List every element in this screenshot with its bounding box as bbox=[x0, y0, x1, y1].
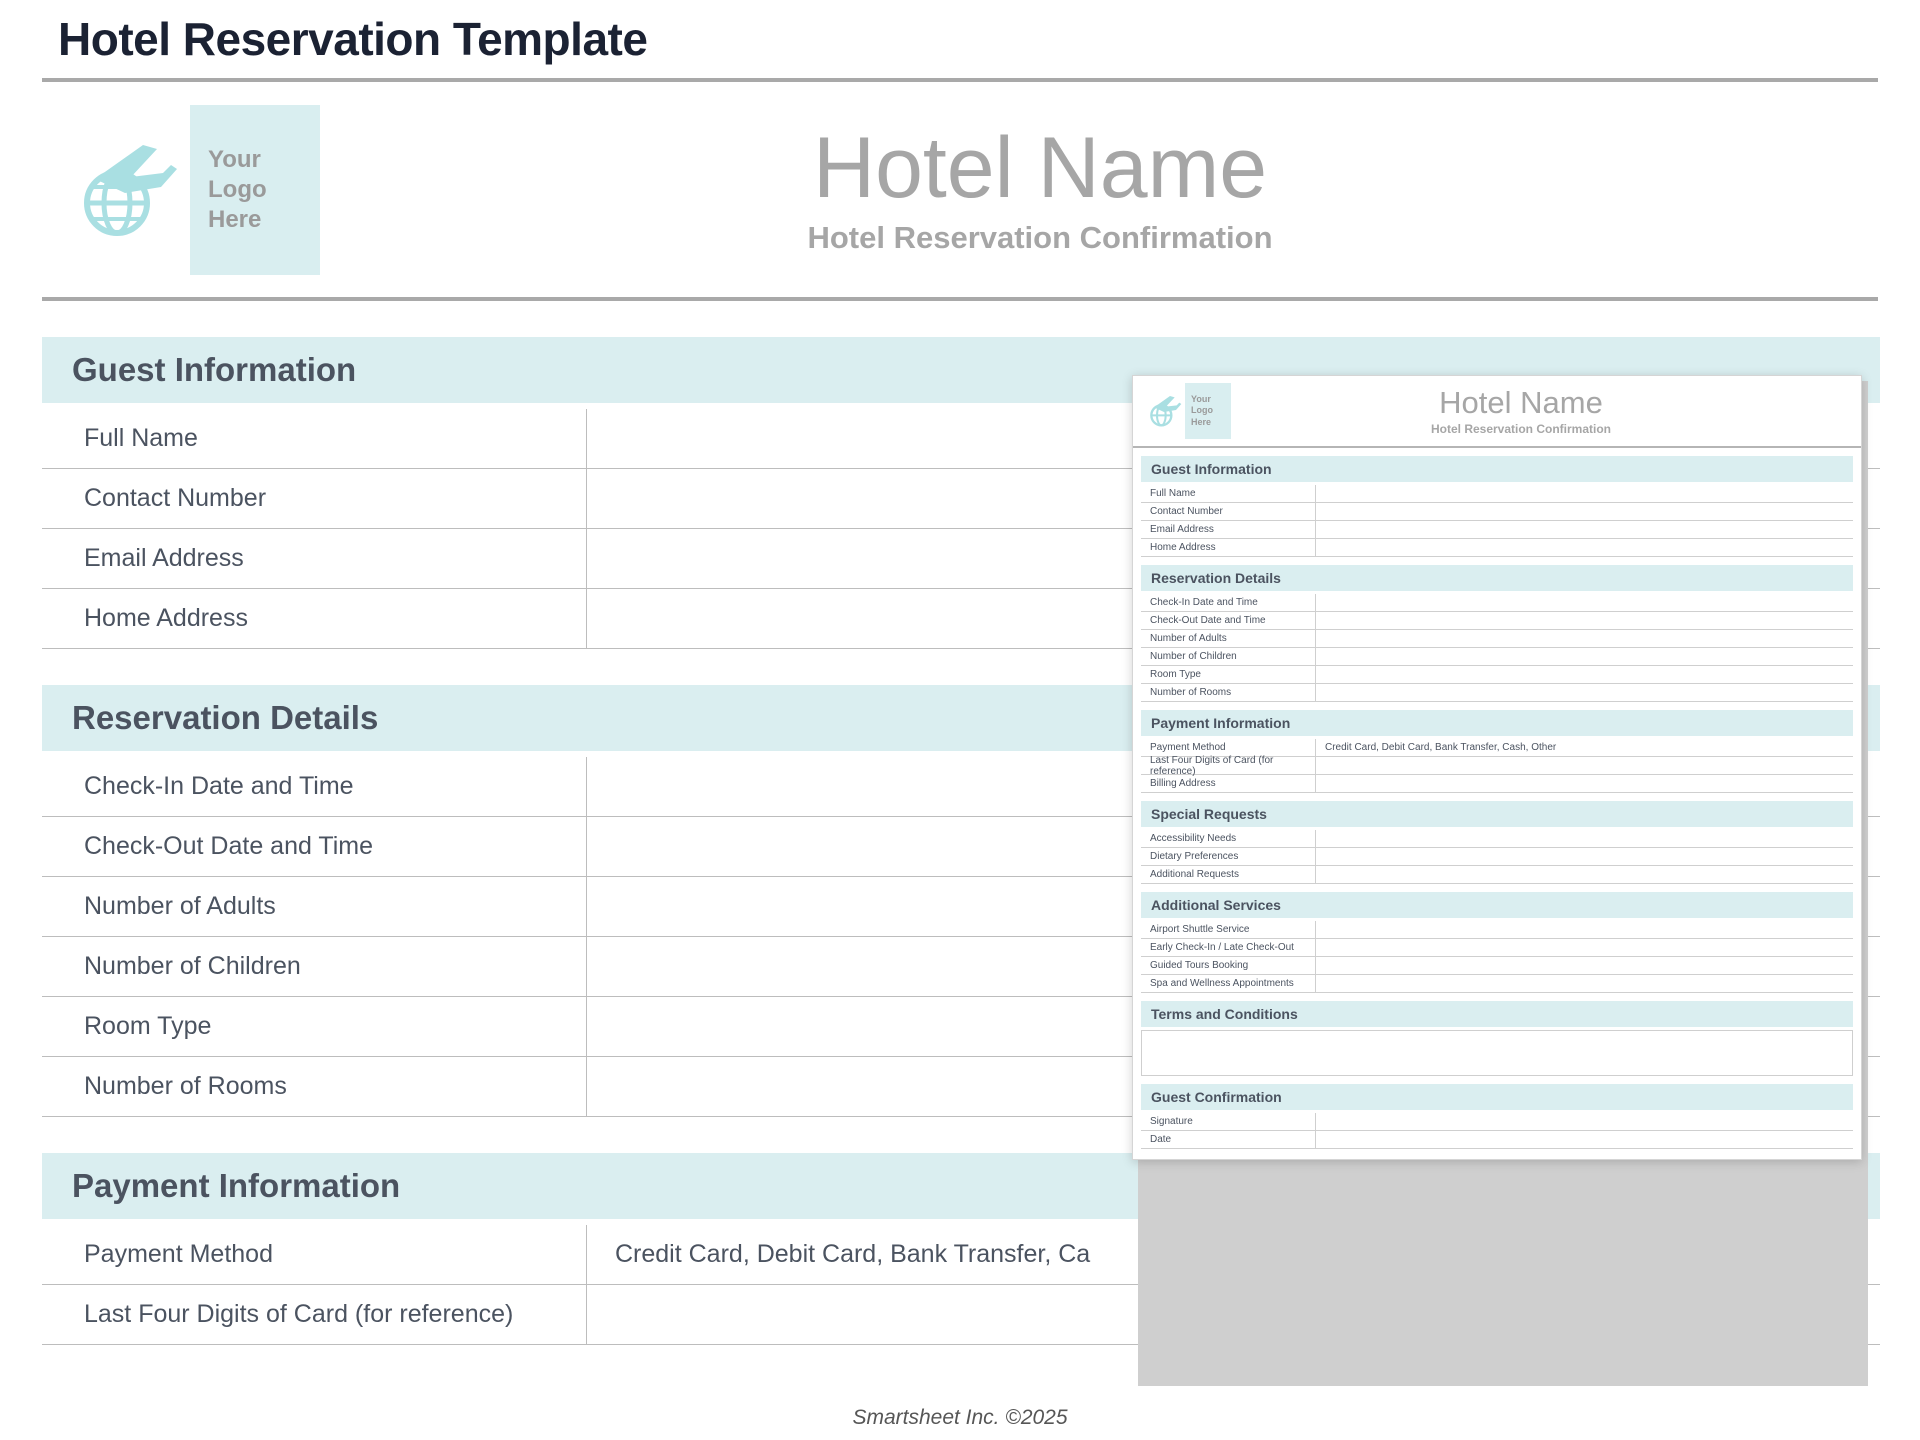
row-value[interactable] bbox=[1316, 1131, 1853, 1148]
row-value[interactable] bbox=[1316, 957, 1853, 974]
row-label: Number of Rooms bbox=[1141, 684, 1316, 701]
row-value[interactable]: Credit Card, Debit Card, Bank Transfer, Cash, Other bbox=[1325, 742, 1557, 753]
row-value[interactable] bbox=[1316, 612, 1853, 629]
globe-plane-icon bbox=[60, 130, 190, 250]
row-label: Airport Shuttle Service bbox=[1141, 921, 1316, 938]
table-row bbox=[1141, 521, 1853, 539]
table-row bbox=[1141, 921, 1853, 939]
preview-rows-payment-information bbox=[1133, 739, 1861, 793]
row-label: Email Address bbox=[1141, 521, 1316, 538]
table-row bbox=[1141, 594, 1853, 612]
preview-section-title: Guest Confirmation bbox=[1151, 1089, 1282, 1105]
row-label: Contact Number bbox=[42, 469, 587, 528]
page-title: Hotel Reservation Template bbox=[58, 13, 648, 65]
row-value[interactable] bbox=[1316, 921, 1853, 938]
table-row bbox=[1141, 957, 1853, 975]
row-label: Spa and Wellness Appointments bbox=[1141, 975, 1316, 992]
section-title: Payment Information bbox=[72, 1167, 401, 1204]
row-label: Check-Out Date and Time bbox=[1141, 612, 1316, 629]
document-preview-thumbnail[interactable] bbox=[1132, 375, 1862, 1160]
hotel-name: Hotel Name bbox=[812, 120, 1268, 217]
preview-section-title: Additional Services bbox=[1151, 897, 1281, 913]
preview-section-title: Special Requests bbox=[1151, 806, 1267, 822]
preview-header bbox=[1133, 376, 1861, 448]
row-label: Number of Children bbox=[42, 937, 587, 996]
row-label: Number of Adults bbox=[1141, 630, 1316, 647]
row-label: Number of Adults bbox=[42, 877, 587, 936]
row-label: Room Type bbox=[1141, 666, 1316, 683]
row-value[interactable] bbox=[1316, 1113, 1853, 1130]
row-label: Last Four Digits of Card (for reference) bbox=[1141, 757, 1316, 774]
row-label: Payment Method bbox=[42, 1225, 587, 1284]
row-value[interactable] bbox=[1316, 757, 1853, 774]
section-title: Guest Information bbox=[72, 351, 357, 388]
table-row bbox=[1141, 648, 1853, 666]
row-label: Last Four Digits of Card (for reference) bbox=[42, 1285, 587, 1344]
row-label: Accessibility Needs bbox=[1141, 830, 1316, 847]
row-value[interactable] bbox=[1316, 630, 1853, 647]
logo-line-3: Here bbox=[208, 205, 262, 233]
row-label: Additional Requests bbox=[1141, 866, 1316, 883]
row-value[interactable] bbox=[1316, 775, 1853, 792]
header-titles bbox=[380, 120, 1700, 255]
preview-section-title: Guest Information bbox=[1151, 461, 1272, 477]
table-row bbox=[1141, 775, 1853, 793]
logo-line-2: Logo bbox=[208, 175, 267, 203]
row-value[interactable] bbox=[1316, 866, 1853, 883]
row-label: Billing Address bbox=[1141, 775, 1316, 792]
logo-placeholder-box bbox=[190, 105, 320, 275]
preview-hotel-subtitle: Hotel Reservation Confirmation bbox=[1430, 422, 1612, 437]
document-header bbox=[40, 82, 1880, 297]
table-row bbox=[1141, 539, 1853, 557]
preview-section-header-special-requests bbox=[1141, 801, 1853, 827]
row-label: Date bbox=[1141, 1131, 1316, 1148]
row-label: Check-Out Date and Time bbox=[42, 817, 587, 876]
terms-and-conditions-textarea[interactable] bbox=[1141, 1030, 1853, 1076]
row-label: Contact Number bbox=[1141, 503, 1316, 520]
preview-logo-line-1: Your bbox=[1191, 394, 1211, 405]
row-label: Early Check-In / Late Check-Out bbox=[1141, 939, 1316, 956]
globe-plane-icon bbox=[1143, 389, 1185, 433]
row-label: Guided Tours Booking bbox=[1141, 957, 1316, 974]
table-row bbox=[1141, 503, 1853, 521]
preview-section-header-reservation-details bbox=[1141, 565, 1853, 591]
preview-section-title: Terms and Conditions bbox=[1151, 1006, 1298, 1022]
preview-section-header-terms-and-conditions bbox=[1141, 1001, 1853, 1027]
preview-rows-special-requests bbox=[1133, 830, 1861, 884]
table-row bbox=[1141, 1131, 1853, 1149]
preview-rows-guest-information bbox=[1133, 485, 1861, 557]
preview-logo-placeholder-box bbox=[1185, 383, 1231, 439]
table-row bbox=[1141, 666, 1853, 684]
row-label: Home Address bbox=[42, 589, 587, 648]
row-value[interactable] bbox=[1316, 648, 1853, 665]
preview-logo-line-3: Here bbox=[1191, 416, 1212, 427]
header-divider bbox=[42, 297, 1878, 301]
row-value[interactable] bbox=[1316, 848, 1853, 865]
table-row bbox=[1141, 975, 1853, 993]
table-row bbox=[1141, 866, 1853, 884]
row-value[interactable] bbox=[1316, 503, 1853, 520]
row-label: Home Address bbox=[1141, 539, 1316, 556]
row-label: Room Type bbox=[42, 997, 587, 1056]
row-value[interactable] bbox=[1316, 830, 1853, 847]
table-row bbox=[1141, 754, 1853, 777]
row-label: Number of Children bbox=[1141, 648, 1316, 665]
preview-section-header-guest-information bbox=[1141, 456, 1853, 482]
footer-text: Smartsheet Inc. ©2025 bbox=[852, 1406, 1068, 1429]
row-value[interactable]: Credit Card, Debit Card, Bank Transfer, Ca bbox=[615, 1240, 1091, 1268]
row-label: Check-In Date and Time bbox=[42, 757, 587, 816]
row-label: Number of Rooms bbox=[42, 1057, 587, 1116]
table-row bbox=[1141, 630, 1853, 648]
preview-section-header-payment-information bbox=[1141, 710, 1853, 736]
row-label: Dietary Preferences bbox=[1141, 848, 1316, 865]
table-row bbox=[1141, 684, 1853, 702]
row-value[interactable] bbox=[1316, 975, 1853, 992]
row-value[interactable] bbox=[1316, 666, 1853, 683]
row-value[interactable] bbox=[1316, 521, 1853, 538]
preview-rows-reservation-details bbox=[1133, 594, 1861, 702]
logo-area bbox=[60, 105, 380, 275]
row-value[interactable] bbox=[1316, 594, 1853, 611]
preview-section-title: Reservation Details bbox=[1151, 570, 1281, 586]
table-row bbox=[1141, 830, 1853, 848]
row-label: Email Address bbox=[42, 529, 587, 588]
table-row bbox=[1141, 848, 1853, 866]
table-row bbox=[1141, 939, 1853, 957]
preview-logo-line-2: Logo bbox=[1191, 405, 1213, 416]
logo-line-1: Your bbox=[208, 145, 261, 173]
row-value[interactable] bbox=[1316, 684, 1853, 701]
preview-section-header-guest-confirmation bbox=[1141, 1084, 1853, 1110]
row-value[interactable] bbox=[1316, 485, 1853, 502]
row-label: Full Name bbox=[42, 409, 587, 468]
table-row bbox=[1141, 612, 1853, 630]
table-row bbox=[1141, 1113, 1853, 1131]
preview-section-title: Payment Information bbox=[1151, 715, 1291, 731]
preview-header-titles bbox=[1231, 386, 1811, 436]
preview-rows-guest-confirmation bbox=[1133, 1113, 1861, 1149]
section-title: Reservation Details bbox=[72, 699, 379, 736]
row-label: Signature bbox=[1141, 1113, 1316, 1130]
preview-hotel-name: Hotel Name bbox=[1439, 384, 1603, 420]
preview-section-header-additional-services bbox=[1141, 892, 1853, 918]
preview-rows-additional-services bbox=[1133, 921, 1861, 993]
row-value[interactable] bbox=[1316, 939, 1853, 956]
row-label: Check-In Date and Time bbox=[1141, 594, 1316, 611]
hotel-subtitle: Hotel Reservation Confirmation bbox=[807, 219, 1273, 255]
row-label: Full Name bbox=[1141, 485, 1316, 502]
table-row bbox=[1141, 485, 1853, 503]
row-value[interactable] bbox=[1316, 539, 1853, 556]
row-label: Payment Method bbox=[1141, 739, 1316, 756]
